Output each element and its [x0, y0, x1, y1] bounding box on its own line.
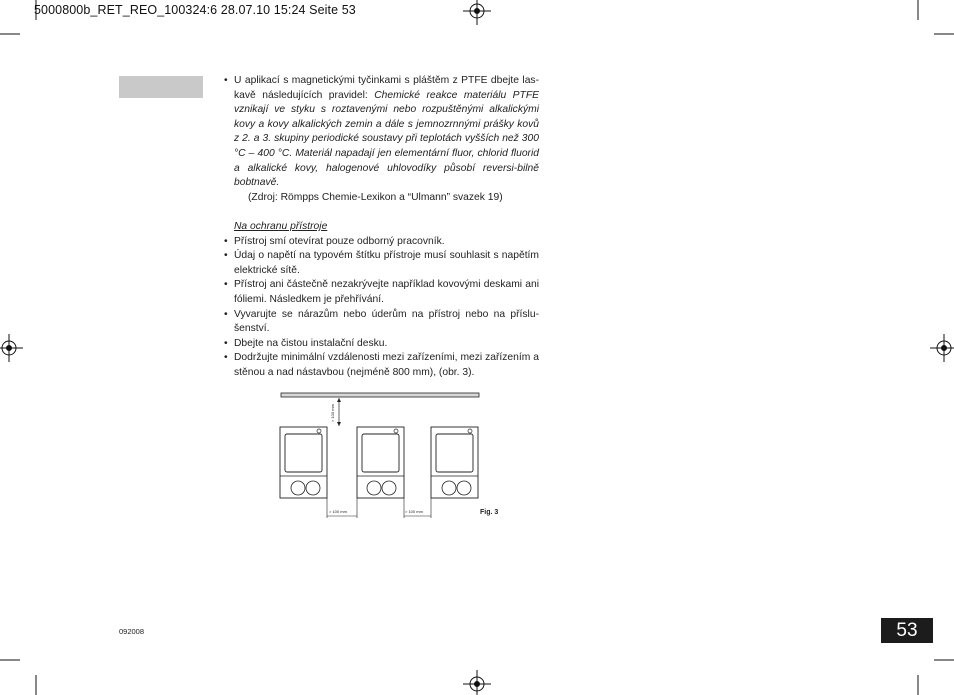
- figure-3-diagram: [275, 390, 515, 522]
- ptfe-note-lead: U aplikací s magnetickými tyčinkami s pláštěm z PTFE dbejte las-: [234, 75, 539, 86]
- registration-mark-right: [930, 334, 954, 362]
- page-number-badge: 53: [881, 618, 933, 643]
- list-item: • Přístroj ani částečně nezakrývejte například kovovými deskami ani fóliemi. Následkem je přehřívání.: [224, 279, 539, 305]
- print-slug: 5000800b_RET_REO_100324:6 28.07.10 15:24 Seite 53: [34, 3, 356, 17]
- list-item: • Přístroj smí otevírat pouze odborný pracovník.: [224, 235, 445, 247]
- document-code: 092008: [119, 627, 145, 636]
- section-marker-box: [119, 76, 203, 98]
- figure-caption: Fig. 3: [480, 509, 499, 516]
- list-item: • Dbejte na čistou instalační desku.: [224, 337, 388, 349]
- top-dimension-label: > 100 mm: [330, 404, 335, 422]
- list-item: • Vyvarujte se nárazům nebo úderům na přístroj nebo na příslu-šenství.: [224, 308, 539, 335]
- ptfe-note-italic-start: Chemické reakce materiálu PTFE: [374, 89, 540, 101]
- registration-mark-top: [463, 0, 491, 25]
- ptfe-note-italic-rest: vznikají ve styku s roztavenými nebo rozpuštěnými alkalickými kovy a kovy alkalických zemin a dále s jemnozrnnými prášky kovů z 2. a 3. skupiny periodické soustavy při teplotách vyšších než 300 °C – 400 °C. Materiál napadají jen elementární fluor, chlorid fluorid a alkalické kovy, halogenové uhlovodíky působí reversi-bilně bobtnavě.: [234, 104, 539, 189]
- device-2: [357, 427, 404, 498]
- device-1: [280, 427, 327, 498]
- subheading: Na ochranu přístroje: [234, 220, 328, 232]
- gap-left-label: > 100 mm: [329, 509, 347, 514]
- device-3: [431, 427, 478, 498]
- ptfe-note-line2: kavě následujících pravidel:: [234, 89, 375, 101]
- main-text-column: [224, 74, 539, 380]
- registration-mark-left: [0, 334, 23, 362]
- gap-right-label: > 100 mm: [405, 509, 423, 514]
- registration-mark-bottom: [463, 670, 491, 695]
- list-item: • Dodržujte minimální vzdálenosti mezi zařízeními, mezi zařízením a stěnou a nad nástavbou (nejméně 800 mm), (obr. 3).: [224, 352, 539, 378]
- ptfe-note: • U aplikací s magnetickými tyčinkami s pláštěm z PTFE dbejte las- kavě následujících pravidel: Chemické reakce materiálu PTFE vznikají ve styku s roztavenými nebo rozpuštěnými alkalickými kovy a kovy alkalických zemin a dále s jemnozrnnými prášky kovů z 2. a 3. skupiny periodické soustavy při teplotách vyšších než 300 °C – 400 °C. Materiál napadají jen elementární fluor, chlorid fluorid a alkalické kovy, halogenové uhlovodíky působí reversi-bilně bobtnavě.: [224, 75, 540, 189]
- list-item: • Údaj o napětí na typovém štítku přístroje musí souhlasit s napětím elektrické sítě.: [224, 250, 539, 276]
- source-reference: (Zdroj: Römpps Chemie-Lexikon a “Ulmann” svazek 19): [248, 191, 503, 203]
- shelf: [281, 393, 479, 397]
